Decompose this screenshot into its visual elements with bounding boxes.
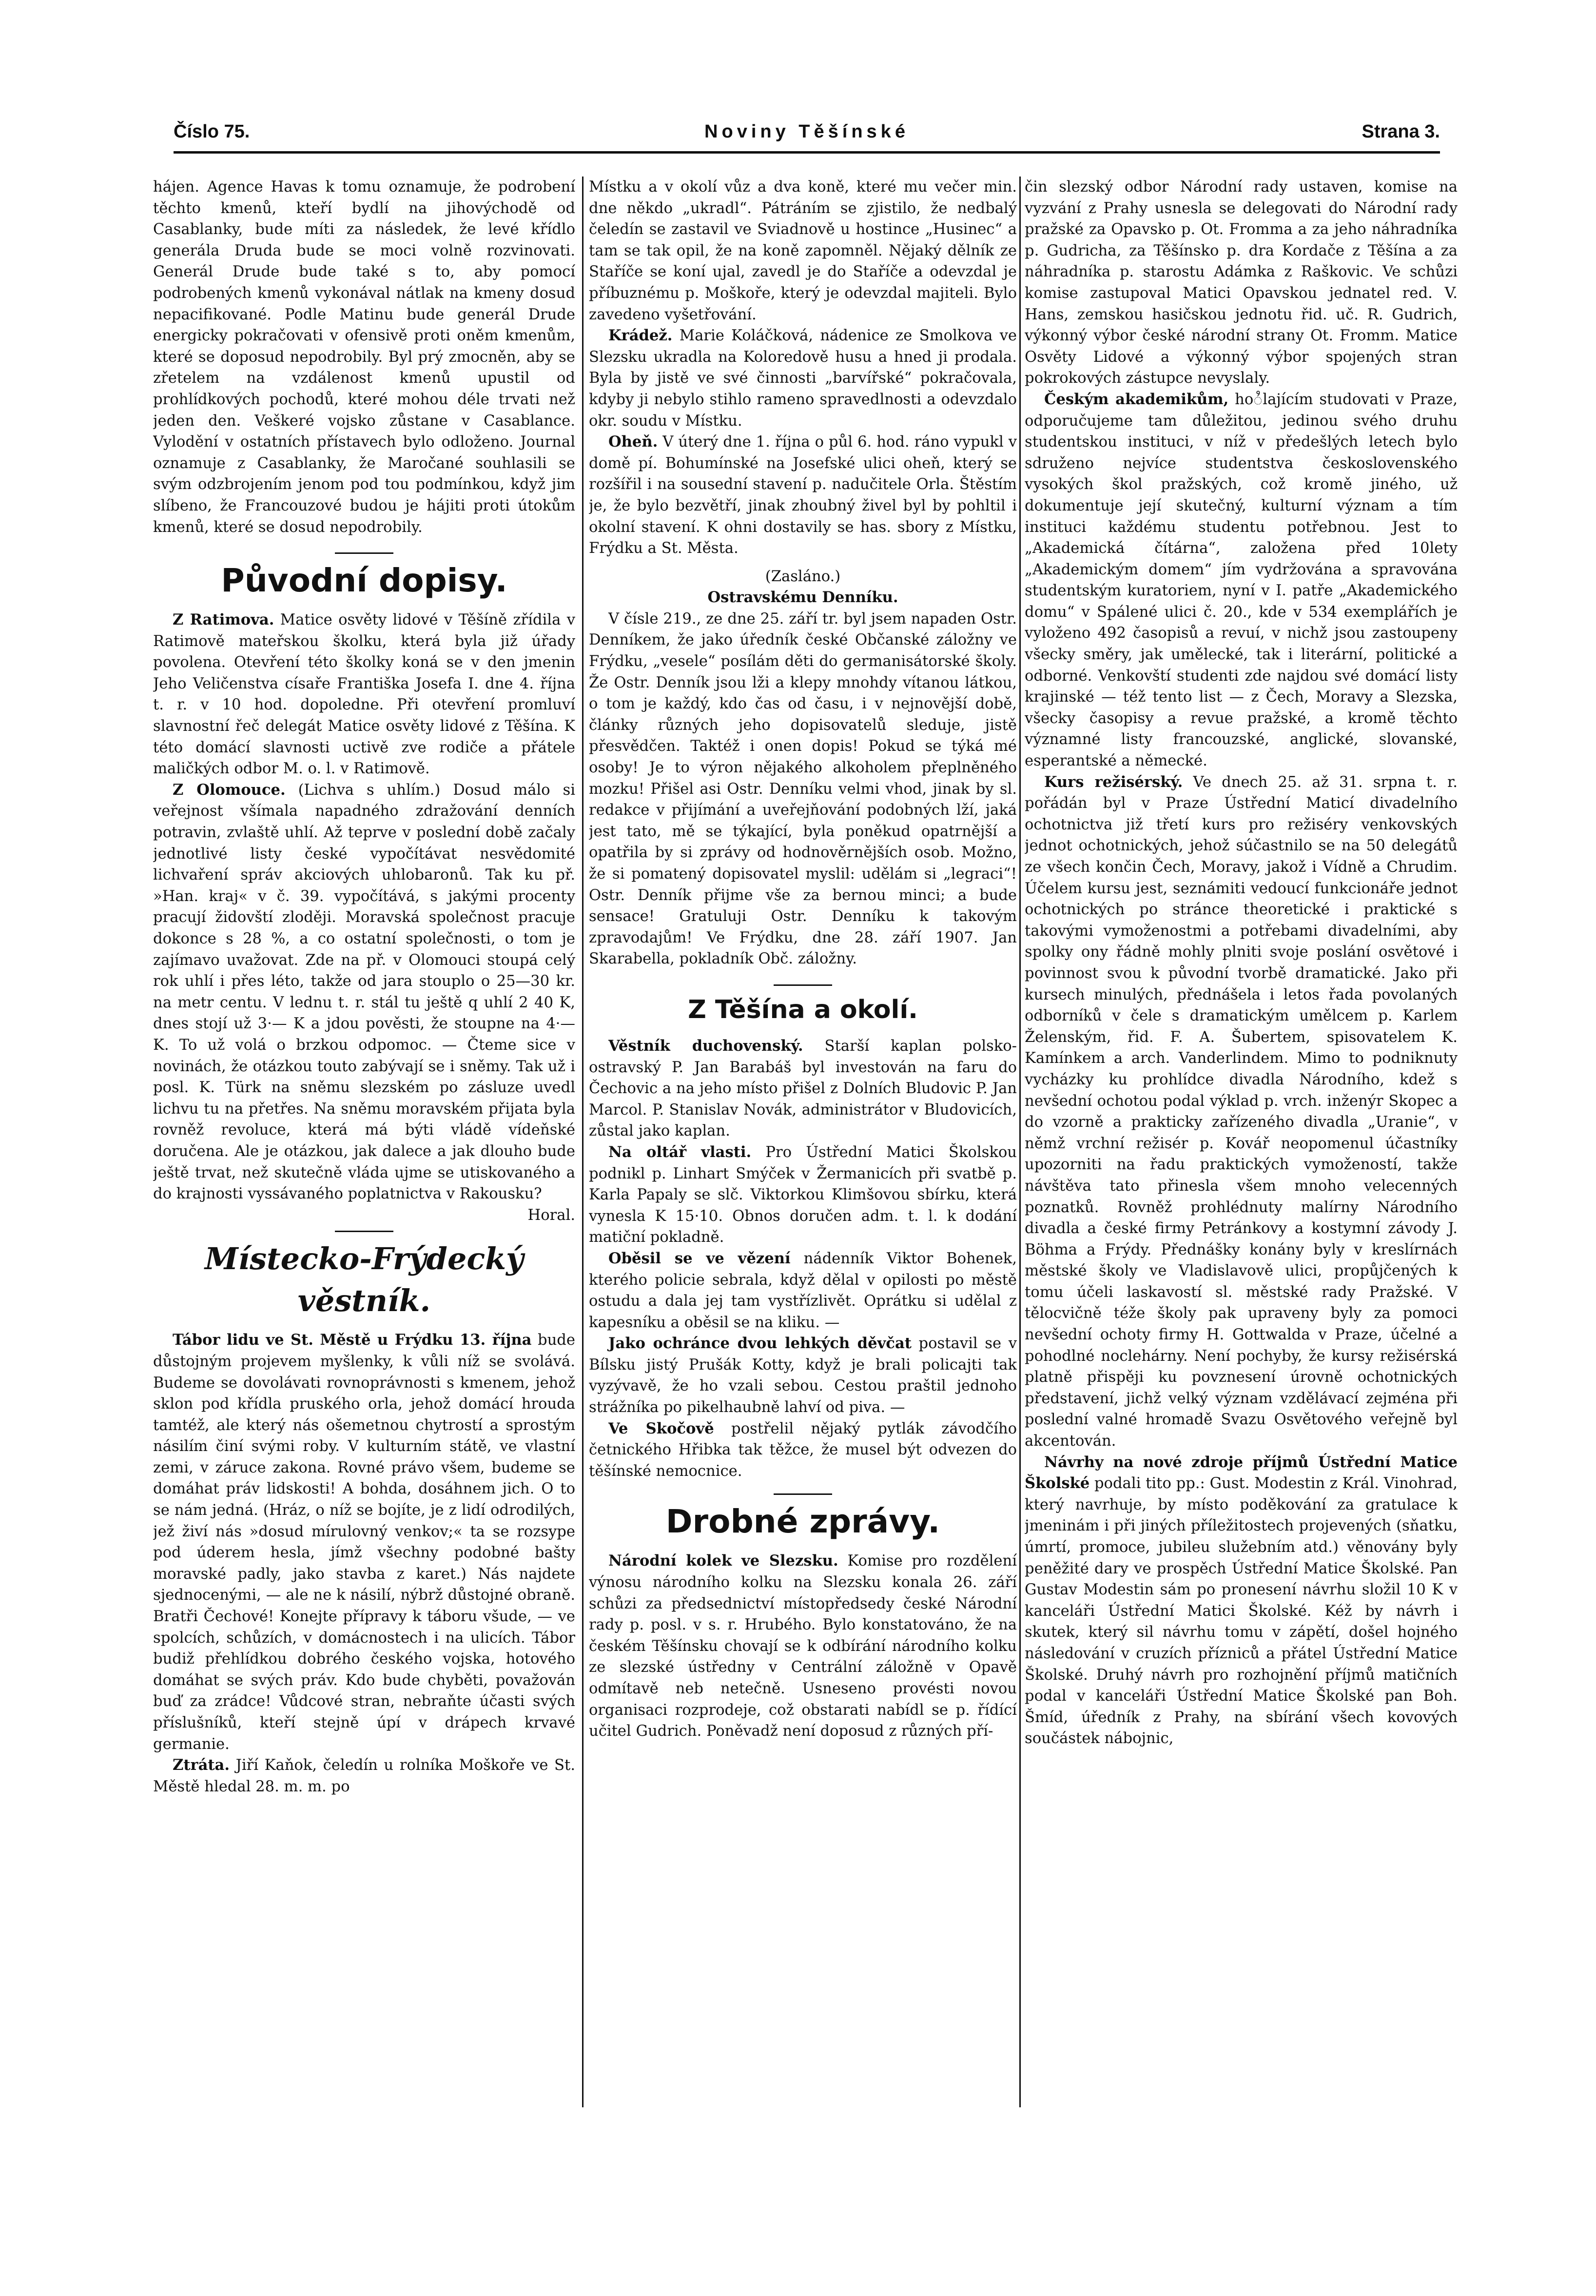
article-text: postřelil nějaký pytlák závodčího četnického Hřibka tak těžce, že musel být odvezen do těšínské nemocnice. (589, 1420, 1017, 1480)
article-text: hoႆlajícím studovati v Praze, odporučujeme tam důležitou, jedinou svého druhu studentskou instituci, v níž v předešlých letech bylo sdruženo nejvíce studentstva československého vysokých škol pražských, což kromě jiného, už dokumentuje její skutečný, kulturní význam a tím instituci každému studentu potřebnou. Jest to „Akademická čítárna“, založena před 10lety „Akademickým domem“ jím vydržována a spravována studentským kuratoriem, nyní v I. patře „Akademického domu“ v Spálené ulici č. 20., kde v 534 exemplářích je vyloženo 492 časopisů a revuí, v nichž jsou zastoupeny všecky směry, jak umělecké, tak i literární, politické a odborné. Venkovští studenti zde najdou své domácí listy krajinské — též tento list — z Čech, Moravy a Slezska, všecky časopisy a revue pražské, a kromě těchto významné listy francouzské, anglické, slovanské, esperantské a německé. (1025, 391, 1458, 770)
section-heading-drobne: Drobné zprávy. (665, 1503, 940, 1541)
page-header (174, 117, 1440, 146)
column-divider (1019, 177, 1021, 2107)
zaslano-addressee (589, 587, 1017, 608)
header-rule (174, 151, 1440, 154)
section-heading-dopisy: Původní dopisy. (221, 562, 507, 600)
zaslano-text: V čísle 219., ze dne 25. září tr. byl jsem napaden Ostr. Denníkem, že jako úředník české Občanské záložny ve Frýdku, „vesele“ posílám děti do germanisátorské školy. Že Ostr. Denník jsou lži a klepy mnohdy vítanou látkou, o tom je každý, kdo čas od času, i v nejnovější době, články různých jeho dopisovatelů sleduje, jistě přesvědčen. Taktéž i onen dopis! Pokud se týká mé osoby! Je to výron nějakého alkoholem přeplněného mozku! Přišel asi Ostr. Denníku velmi vhod, jinak by sl. redakce v přijímání a uveřejňování podobných lží, jaká jest tato, mě se týkající, byla poněkud opatrnější a opatřila by si zprávy od hodnověrnějších osob. Možno, že si pomatený dopisovatel myslil: udělám si „legraci“! Ostr. Denník přijme vše za bernou minci; a bude sensace! Gratuluji Ostr. Denníku k takovým zpravodajům! Ve Frýdku, dne 28. září 1907. Jan Skarabella, pokladník Obč. záložny. (589, 610, 1017, 968)
article-navrhy (1025, 1452, 1458, 1749)
article-ohen (589, 432, 1017, 559)
article-lead: Věstník duchovenský. (608, 1037, 803, 1055)
newspaper-title: Noviny Těšínské (704, 121, 909, 142)
section-heading-tesin: Z Těšína a okolí. (688, 995, 918, 1024)
article-text: (Lichva s uhlím.) Dosud málo si veřejnost všímala napadného zdražování denních potravin, zvlaště uhlí. Až teprve v poslední době začaly jednotlivé listy české vypočítávat nesvědomité lichvaření správ akciových uhlobaronů. Tak ku př. »Han. kraj« v č. 39. vypočítává, s jakými procenty pracují židovští zloději. Moravská společnost pracuje dokonce s 28 %, a co ostatní společnosti, o tom je zajímavo uvažovat. Zde na př. v Olomouci stoupá celý rok uhlí i přes léto, takže od jara stouplo o 25—30 kr. na metr centu. V lednu t. r. stál tu ještě q uhlí 2 40 K, dnes stojí už 3·— K a jdou pověsti, že stoupne na 4·— K. To už volá o brzkou odpomoc. — Čteme sice v novinách, že otázkou touto zabývají se i sněmy. Tak už i posl. K. Türk na sněmu slezském po zásluze uvedl lichvu tu na přetřes. Na sněmu moravském přijata byla rovněž revoluce, která má býti vládě vídeňské doručena. Ale je otázkou, jak dalece a jak dlouho bude ještě trvat, než skutečně vláda ujme se utiskovaného a do krajnosti vyssávaného poplatnictva v Rakousku? (153, 781, 575, 1203)
article-text: Marie Koláčková, nádenice ze Smolkova ve Slezsku ukradla na Koloredově husu a hned ji prodala. Byla by jistě ve své činnosti „barvířské“ pokračovala, kdyby ji nebylo stihlo rameno spravedlnosti a odevzdalo okr. soudu v Místku. (589, 327, 1017, 430)
article-lead: Národní kolek ve Slezsku. (608, 1552, 838, 1570)
article-obesil (589, 1248, 1017, 1333)
article-lead: Tábor lidu ve St. Městě u Frýdku 13. října (173, 1331, 532, 1349)
article-ztrata (153, 1755, 575, 1797)
section-divider (335, 1231, 393, 1232)
article-lead: Ve Skočově (608, 1419, 714, 1437)
section-divider (774, 1493, 832, 1495)
article-ochrance (589, 1333, 1017, 1418)
article-text: Ve dnech 25. až 31. srpna t. r. pořádán byl v Praze Ústřední Maticí divadelního ochotnictva již třetí kurs pro režiséry venkovských jednot ochotnických, jehož súčastnilo se na 50 delegátů ze všech končin Čech, Moravy, jakož i Vídně a Chrudim. Účelem kursu jest, seznámiti vedoucí funkcionáře jednot ochotnických po stránce theoretické i praktické s takovými vymoženostmi a potřebami divadelními, aby spolky ony řádně mohly plniti svoje poslání osvětové i povinnost svou k původní tvorbě dramatické. Jako při kursech minulých, přednášela i letos řada povolaných odborníků v čele s dramatickým umělcem p. Karlem Želenským, řid. F. A. Šubertem, spisovatelem K. Kamínkem a arch. Vanderlindem. Mimo to podniknuty vycházky ku prohlídce divadla Národního, kdež s nevšední ochotou podal výklad p. vrch. inženýr Skopec a do vzorně a prakticky zařízeného divadla „Uranie“, v němž vrchní režisér p. Kovář neopomenul účastníky upozorniti na řadu praktických vymožeností, takže návštěva tato přinesla všem mnoho velecenných poznatků. Rovněž prohlédnuty malírny Národního divadla a české firmy Petránkovy a kostymní závody J. Böhma a Frýdy. Přednášky konány byly v kreslírnách městské školy ve Vladislavově ulici, propůjčených k tomu účeli laskavostí sl. městské rady Pražské. V tělocvičně téže školy pak upraveny byly za pomoci nevšední ochoty firmy H. Gottwalda v Praze, účelné a pohodlné noclehárny. Není pochyby, že kursy režisérská platně přispěji ku povznesení úrovně ochotnických představení, jichž velký význam vzdělávací zejména při poslední valné hromadě Svazu Osvětového veřejně byl akcentován. (1025, 773, 1458, 1450)
section-divider (335, 552, 393, 554)
article-lead: Ztráta. (173, 1756, 230, 1774)
article-lead: Na oltář vlasti. (608, 1143, 752, 1161)
article-skocov (589, 1418, 1017, 1482)
article-kurs (1025, 772, 1458, 1452)
article-akademici (1025, 389, 1458, 772)
article-lead: Z Ratimova. (173, 611, 274, 629)
article-text: Jiří Kaňok, čeledín u rolníka Moškoře ve St. Městě hledal 28. m. m. po (153, 1757, 575, 1795)
article-text: Komise pro rozdělení výnosu národního kolku na Slezsku konala 26. září schůzi za předsednictví místopředsedy české Národní rady p. posl. v s. r. Hrubého. Bylo konstatováno, že na českém Těšínsku chovají se k odbírání národního kolku ze slezské ústředny v Centrální záložně v Opavě odmítavě neb netečně. Usneseno provésti novou organisaci rozprodeje, což obstarati nabídl se p. řídící učitel Gudrich. Poněvadž není doposud z různých pří- (589, 1552, 1017, 1740)
article-text: podali tito pp.: Gust. Modestin z Král. Vinohrad, který navrhuje, by místo poděkování za gratulace k jmeninám i při jiných příležitostech projevených (sňatku, úmrtí, promoce, jubileu služebním atd.) věnovány byly peněžité dary ve prospěch Ústřední Matice Školské. Pan Gustav Modestin sám po pronesení návrhu složil 10 K v kanceláři Ústřední Matici Školské. Kéž by návrh i skutek, který sil návrhu tomu v zápětí, došel hojného následování v cruzích přízniců a přátel Ústřední Matice Školské. Druhý návrh pro rozhojnění příjmů matičních podal v kanceláři Ústřední Matice Školské pan Boh. Šmíd, úředník z Prahy, na sbírání všech kovových součástek nábojnic, (1025, 1475, 1458, 1747)
zaslano-addressee-text: Ostravskému Denníku. (707, 589, 898, 607)
article-lead: Oheň. (608, 433, 658, 451)
article-lead: Českým akademikům, (1044, 390, 1229, 408)
article-lead: Krádež. (608, 327, 673, 345)
article-kolek (589, 1550, 1017, 1742)
article-text: Matice osvěty lidové v Těšíně zřídila v Ratimově mateřskou školku, která byla již úřady povolena. Otevření této školky koná se v den jmenin Jeho Veličenstva císaře Františka Josefa I. dne 4. října t. r. v 10 hod. dopoledne. Při otevření promluví slavnostní řeč delegát Matice osvěty lidové z Těšína. K této domácí slavnosti uctivě zve rodiče a přátele maličkých odbor M. o. l. v Ratimově. (153, 611, 575, 778)
article-text: nádenník Viktor Bohenek, kterého policie sebrala, když dělal v opilosti po městě ostudu a dala jej tam vystřízlivět. Oprátku si udělal z kapesníku a oběsil se na kliku. — (589, 1250, 1017, 1331)
article-text: postavil se v Bílsku jistý Prušák Kotty, když je brali policajti tak vyzývavě, že ho vzali sebou. Cestou praštil jednoho strážníka po pikelhaubně lahví od piva. — (589, 1335, 1017, 1416)
article-vestnik (589, 1036, 1017, 1142)
article-text: čin slezský odbor Národní rady ustaven, komise na vyzvání z Prahy usnesla se delegovati do Národní rady pražské za Opavsko p. Ot. Fromma a za jeho náhradníka p. Gudricha, za Těšínsko p. dra Kordače z Těšína a za náhradníka p. starostu Adámka z Raškovic. Ve schůzi komise zastupoval Matici Opavskou jednatel red. V. Hans, zemskou hasičskou jednotu řid. uč. R. Gudrich, výkonný výbor české národní strany Ot. Fromm. Matice Osvěty Lidové a výkonný výbor spojených stran pokrokových zástupce nevyslaly. (1025, 178, 1458, 387)
article-lead: Z Olomouce. (173, 781, 286, 799)
article-text: Místku a v okolí vůz a dva koně, které mu večer min. dne někdo „ukradl“. Pátráním se zjistilo, že nedbalý čeledín se zastavil ve Sviadnově u hostince „Husinec“ a tam se tak opil, že na koně zapomněl. Nějaký dělník ze Staříče se koní ujal, zavedl je do Staříče a odevzdal je příbuznému p. Moškoře, který je odevzdal majiteli. Bylo zavedeno vyšetřování. (589, 178, 1017, 323)
article-lead: Návrhy na nové zdroje příjmů Ústřední Matice Školské (1025, 1453, 1458, 1492)
article-lead: Oběsil se ve vězení (608, 1249, 791, 1267)
section-divider (774, 984, 832, 986)
article-text: Pro Ústřední Matici Školskou podnikl p. Linhart Smýček v Žermanicích při svatbě p. Karla Papaly se slč. Viktorkou Klimšovou sbírku, která vynesla K 15·10. Obnos doručen adm. t. l. k dodání matiční pokladně. (589, 1143, 1017, 1246)
article-oltar (589, 1142, 1017, 1248)
page-number: Strana 3. (1362, 121, 1440, 142)
column-3 (1025, 177, 1458, 2107)
article-tabor (153, 1330, 575, 1755)
column-1 (153, 177, 575, 2107)
article-text: hájen. Agence Havas k tomu oznamuje, že podrobení těchto kmenů, kteří bydlí na jihovýchodě od Casablanky, bude míti za následek, že levé křídlo generála Druda bude se moci volně rozvinovati. Generál Drude bude také s to, aby pomocí podrobených kmenů vykonával nátlak na kmeny dosud nepacifikované. Podle Matinu bude generál Drude energicky pokračovati v ofensivě proti oněm kmenům, které se doposud nepodrobily. Byl prý zmocněn, aby se zřetelem na vzdálenost kmenů upustil od prohlídkových pochodů, které mohou déle trvati než jeden den. Veškeré vojsko zůstane v Casablance. Vylodění v ostatních přístavech bylo odloženo. Journal oznamuje z Casablanky, že Maročané souhlasili se svým odzbrojením jenom pod tou podmínkou, když jim slíbeno, že Francouzové budou je hájiti proti útokům kmenů, které se dosud nepodrobily. (153, 178, 575, 536)
article-ratimov (153, 609, 575, 780)
issue-number: Číslo 75. (174, 121, 250, 142)
article-kradez (589, 325, 1017, 432)
column-2 (589, 177, 1017, 2107)
article-text: Starší kaplan polsko-ostravský P. Jan Barabáš byl investován na faru do Čechovic a na jeho místo přišel z Dolních Bludovic P. Jan Marcol. P. Stanislav Novák, administrátor v Bludovicích, zůstal jako kaplan. (589, 1037, 1017, 1140)
section-heading-vestnik: Místecko-Frýdecký věstník. (204, 1241, 524, 1319)
zaslano-label: (Zasláno.) (765, 568, 841, 585)
article-text: bude důstojným projevem myšlenky, k vůli níž se svolává. Budeme se dovolávati rovnoprávnosti s kmenem, jehož sklon pod křídla pruského orla, jehož domácí hrouda tamtéž, ale který nás ošemetnou chytrostí a sprostým násilím činí svými roby. V kulturním státě, ve vlastní zemi, v záruce zakona. Rovné právo všem, budeme se domáhat práv lidskosti! A bohda, dosáhnem jich. O to se nám jedná. (Hráz, o níž se bojíte, je z lidí odrodilých, jež živí nás »dosud mírulovný venkov;« ta se rozsype pod úderem hesla, jímž všechny podobné bašty moravské padly, jako stavba z karet.) Nás najdete sjednocenými, — ale ne k násilí, nýbrž důstojné obraně. Bratři Čechové! Konejte přípravy k táboru všude, — ve spolcích, schůzích, v domácnostech i na ulicích. Tábor budiž přehlídkou dobrého českého vojska, hotového domáhat se svých práv. Kdo bude chyběti, považován buď za zrádce! Vůdcové stran, nebraňte účasti svých příslušníků, kteří stejně úpí v drápech krvavé germanie. (153, 1332, 575, 1753)
article-text: V úterý dne 1. října o půl 6. hod. ráno vypukl v domě pí. Bohumínské na Josefské ulici oheň, který se rozšířil i na sousední stavení p. nadučitele Orla. Štěstím je, že bylo bezvětří, jinak zhoubný živel byl by pohltil i okolní stavení. K ohni dostavily se has. sbory z Místku, Frýdku a St. Města. (589, 433, 1017, 557)
article-lead: Jako ochránce dvou lehkých děvčat (608, 1334, 912, 1353)
column-divider (582, 177, 584, 2107)
article-signature: Horal. (527, 1206, 575, 1224)
article-lead: Kurs režisérský. (1044, 773, 1183, 791)
article-olomouc (153, 780, 575, 1205)
